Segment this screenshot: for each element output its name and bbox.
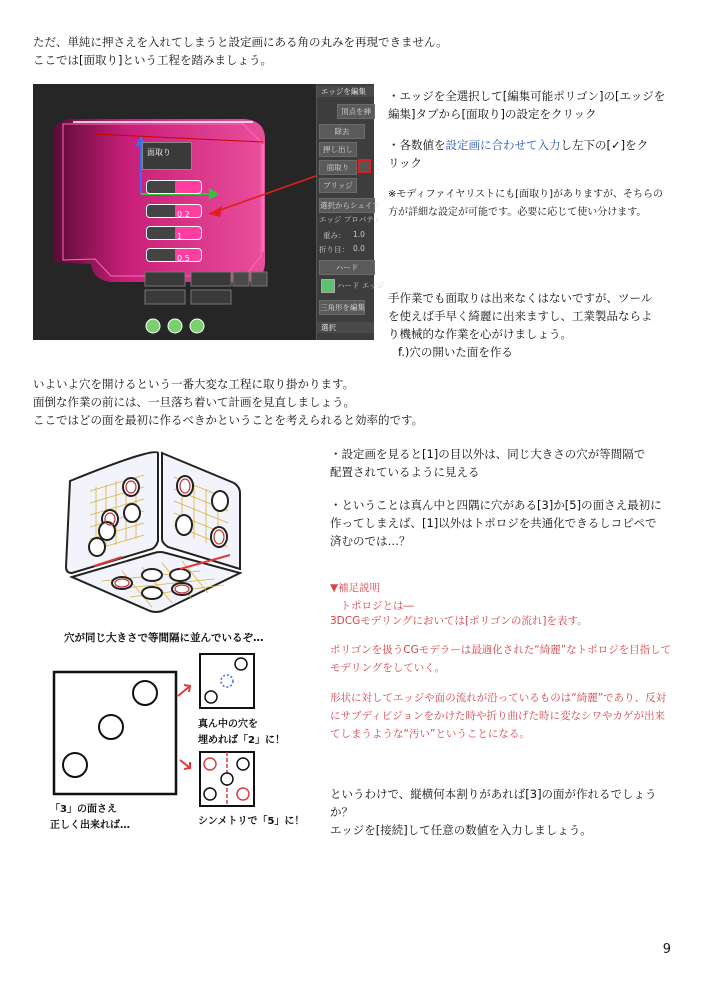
section2-line1: いよいよ穴を開けるという一番大変な工程に取り掛かります。 (33, 377, 355, 391)
chamfer-button[interactable]: 面取り (319, 160, 357, 175)
supplement-line3: 3DCGモデリングにおいては[ポリゴンの流れ]を表す。 (330, 615, 588, 627)
sketch-fill-line1: 真ん中の穴を (198, 719, 258, 730)
edit-edges-rollout-title[interactable]: エッジを編集 (317, 86, 374, 97)
weight-label: 重み： (323, 231, 346, 240)
note2-line1 (388, 136, 648, 154)
caddy-tension-value: 0.5 (177, 254, 190, 263)
hard-button[interactable]: ハード (319, 260, 375, 275)
note3-line1: ※モディファイヤリストにも[面取り]がありますが、そちらの (388, 189, 663, 200)
supplement-subtitle: トポロジとは― (330, 600, 414, 612)
notes2-b-line3: 済むのでは…？ (330, 534, 411, 548)
weight-value[interactable]: 1.0 (353, 230, 365, 239)
note1-line1: ・エッジを全選択して[編集可能ポリゴン]の[エッジを (388, 89, 666, 103)
crease-label: 折り目： (319, 245, 349, 254)
software-screenshot (33, 84, 385, 340)
supplement-line6: 形状に対してエッジや面の流れが沿っているものは“綺麗”であり、反対 (330, 692, 667, 704)
create-shape-button[interactable]: 選択からシェイフ (319, 198, 375, 213)
supplement-line8: てしまうような“汚い”ということになる。 (330, 728, 530, 740)
closing-line2: か？ (330, 805, 353, 819)
supplement-line5: モデリングをしていく。 (330, 662, 446, 674)
section-heading: f.)穴の開いた面を作る (398, 345, 513, 359)
notes2-a-line1: ・設定画を見ると[1]の目以外は、同じ大きさの穴が等間隔で (330, 447, 646, 461)
section2-line3: ここではどの面を最初に作るべきかということを考えられると効率的です。 (33, 413, 424, 427)
insert-vertex-button[interactable]: 頂点を挿 (337, 104, 375, 119)
para-line2: を使えば手早く綺麗に出来ますし、工業製品ならよ (388, 309, 653, 323)
supplement-title: ▼補足説明 (330, 582, 381, 594)
notes2-a-line2: 配置されているように見える (330, 465, 480, 479)
edge-properties-label: エッジ プロパティ (319, 215, 381, 224)
page-number: 9 (662, 942, 671, 957)
note1-line2: 編集]タブから[面取り]の設定をクリック (388, 107, 597, 121)
chamfer-settings-icon[interactable] (358, 159, 371, 173)
caddy-segments-value: 1 (177, 232, 183, 241)
intro-line-2: ここでは[面取り]という工程を踏みましょう。 (33, 53, 272, 67)
note2-line2: リック (388, 156, 423, 170)
dice-illustration (62, 443, 248, 615)
extrude-button[interactable]: 押し出し (319, 142, 357, 157)
supplement-line4: ポリゴンを扱うCGモデラーは最適化された“綺麗”なトポロジを目指して (330, 644, 672, 656)
note2-highlight: 設定画に合わせて入力 (445, 138, 561, 152)
closing-line3: エッジを[接続]して任意の数値を入力しましょう。 (330, 823, 592, 837)
section2-line2: 面倒な作業の前には、一旦落ち着いて計画を見直しましょう。 (33, 395, 355, 409)
intro-line-1: ただ、単純に押さえを入れてしまうと設定画にある角の丸みを再現できません。 (33, 35, 448, 49)
sketch-symmetry: シンメトリで「5」に！ (198, 816, 305, 827)
note2-part-a: ・各数値を (388, 138, 446, 152)
sketch-fill-line2: 埋めれば「2」に！ (198, 735, 285, 746)
para-line1: 手作業でも面取りは出来なくはないですが、ツール (388, 291, 653, 305)
caddy-amount-field[interactable] (146, 204, 202, 218)
note2-part-c: し左下の[✓]をク (560, 138, 649, 152)
sketch-top-caption: 穴が同じ大きさで等間隔に並んでいるぞ… (64, 632, 264, 644)
chamfer-caddy-title (142, 142, 192, 170)
para-line3: り機械的な作業を心がけましょう。 (388, 327, 572, 341)
sketch-face3-line1: 「3」の面さえ (50, 804, 117, 815)
notes2-b-line2: 作ってしまえば、[1]以外はトポロジを共通化できるしコピペで (330, 516, 657, 530)
closing-line1: というわけで、縦横何本割りがあれば[3]の面が作れるでしょう (330, 787, 657, 801)
caddy-mode-button[interactable] (146, 180, 202, 194)
hard-edge-color-swatch[interactable] (321, 279, 335, 293)
remove-button[interactable]: 除去 (319, 124, 365, 139)
notes2-b-line1: ・ということは真ん中と四隅に穴がある[3]か[5]の面さえ最初に (330, 498, 662, 512)
hard-edge-label: ハード エッジ (337, 281, 385, 290)
bridge-button[interactable]: ブリッジ (319, 178, 357, 193)
note3-line2: 方が詳細な設定が可能です。必要に応じて使い分けます。 (388, 207, 647, 218)
caddy-amount-value: 0.2 (177, 210, 190, 219)
supplement-line7: にサブディビジョンをかけた時や折り曲げた時に変なシワやカゲが出来 (330, 710, 665, 722)
caddy-tension-field[interactable] (146, 248, 202, 262)
selection-rollout-title[interactable]: 選択 (317, 322, 374, 333)
sketch-face3-line2: 正しく出来れば… (50, 820, 130, 831)
crease-value[interactable]: 0.0 (353, 244, 365, 253)
edit-triangles-button[interactable]: 三角形を編集 (319, 300, 365, 315)
chamfer-caddy-title-text: 面取り (147, 148, 171, 157)
caddy-segments-field[interactable] (146, 226, 202, 240)
command-panel (316, 84, 385, 340)
